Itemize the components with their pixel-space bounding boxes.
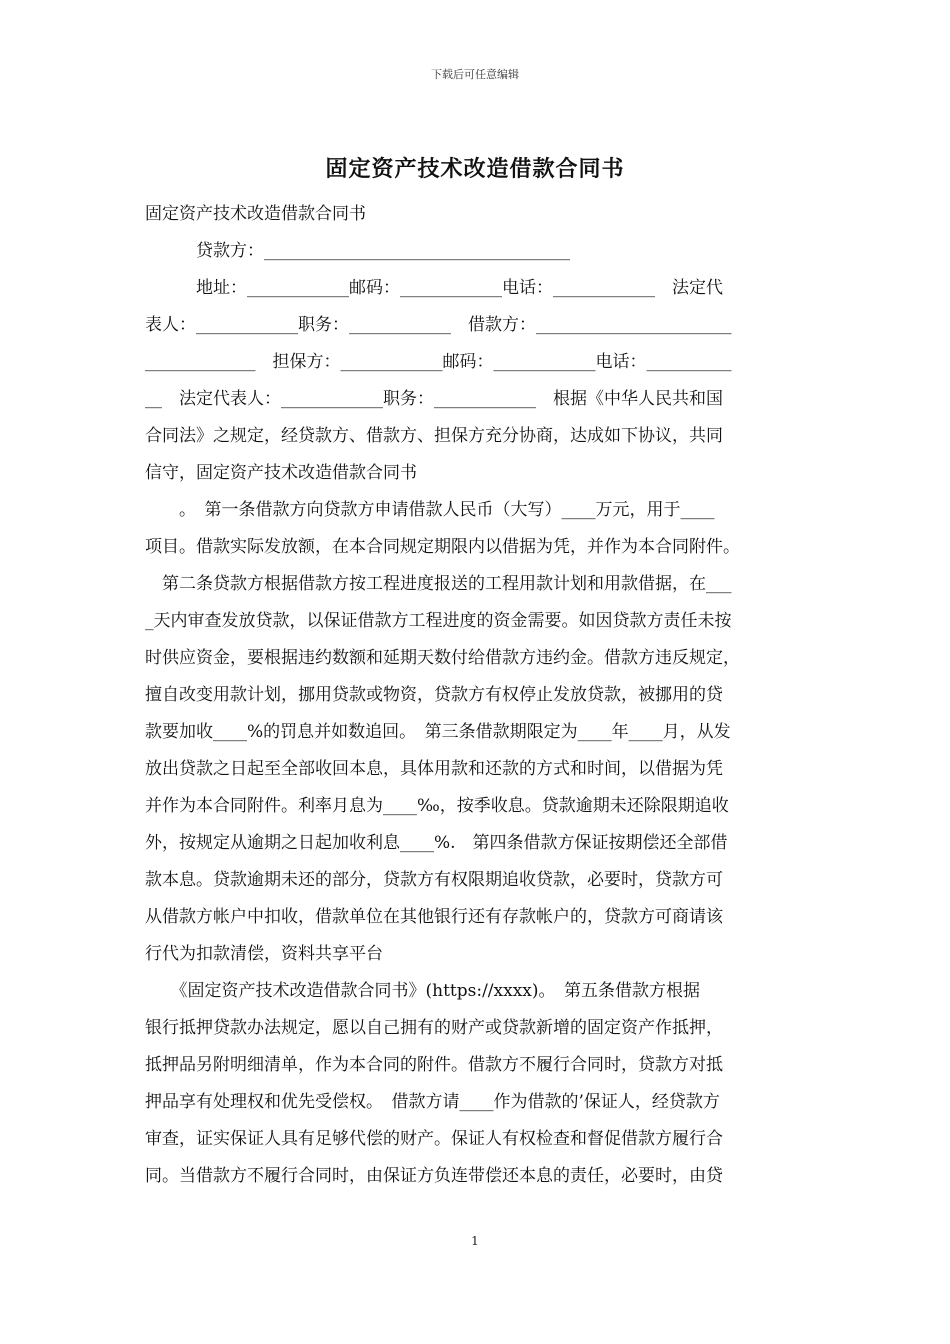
text-line: 《固定资产技术改造借款合同书》(https://xxxx)。 第五条借款方根据	[145, 981, 701, 1001]
text-line: 并作为本合同附件。利率月息为____‰，按季收息。贷款逾期未还除限期追收	[145, 796, 729, 816]
text-line: 项目。借款实际发放额，在本合同规定期限内以借据为凭，并作为本合同附件。	[145, 537, 740, 557]
text-line: 时供应资金，要根据违约数额和延期天数付给借款方违约金。借款方违反规定，	[145, 648, 740, 668]
text-line: 。 第一条借款方向贷款方申请借款人民币（大写）____万元，用于____	[145, 500, 715, 520]
document-body	[145, 196, 807, 1195]
text-line: 地址：____________邮码：____________电话：____________ 法定代	[145, 278, 723, 298]
text-line: 押品享有处理权和优先受偿权。 借款方请____作为借款的’保证人，经贷款方	[145, 1092, 720, 1112]
text-line: 擅自改变用款计划，挪用贷款或物资，贷款方有权停止发放贷款，被挪用的贷	[145, 685, 723, 705]
page-header: 下载后可任意编辑	[431, 68, 519, 81]
text-line: 审查，证实保证人具有足够代偿的财产。保证人有权检查和督促借款方履行合	[145, 1129, 723, 1149]
text-line: 第二条贷款方根据借款方按工程进度报送的工程用款计划和用款借据，在___	[145, 574, 732, 594]
text-line: 贷款方：____________________________________	[145, 241, 570, 261]
page-number: 1	[471, 1234, 479, 1248]
text-line: _____________ 担保方：____________邮码：____________电话：__________	[145, 352, 732, 372]
text-line: 款本息。贷款逾期未还的部分，贷款方有权限期追收贷款，必要时，贷款方可	[145, 870, 723, 890]
text-line: 银行抵押贷款办法规定，愿以自己拥有的财产或贷款新增的固定资产作抵押，	[145, 1018, 723, 1038]
text-line: 固定资产技术改造借款合同书	[145, 204, 366, 224]
text-line: 从借款方帐户中扣收，借款单位在其他银行还有存款帐户的，贷款方可商请该	[145, 907, 723, 927]
text-line: 表人：____________职务：____________ 借款方：_______________________	[145, 315, 732, 335]
text-line: __ 法定代表人：____________职务：____________ 根据《中华人民共和国	[145, 389, 723, 409]
text-line: 信守，固定资产技术改造借款合同书	[145, 463, 417, 483]
text-line: 外，按规定从逾期之日起加收利息____%. 第四条借款方保证按期偿还全部借	[145, 833, 728, 853]
text-line: 款要加收____%的罚息并如数追回。 第三条借款期限定为____年____月，从发	[145, 722, 731, 742]
text-line: 抵押品另附明细清单，作为本合同的附件。借款方不履行合同时，贷款方对抵	[145, 1055, 723, 1075]
text-line: 放出贷款之日起至全部收回本息，具体用款和还款的方式和时间，以借据为凭	[145, 759, 723, 779]
text-line: 同。当借款方不履行合同时，由保证方负连带偿还本息的责任，必要时，由贷	[145, 1166, 723, 1186]
text-line: _天内审查发放贷款，以保证借款方工程进度的资金需要。如因贷款方责任未按	[145, 611, 732, 631]
text-line: 行代为扣款清偿，资料共享平台	[145, 944, 383, 964]
text-line: 合同法》之规定，经贷款方、借款方、担保方充分协商，达成如下协议，共同	[145, 426, 723, 446]
document-title: 固定资产技术改造借款合同书	[325, 156, 625, 182]
